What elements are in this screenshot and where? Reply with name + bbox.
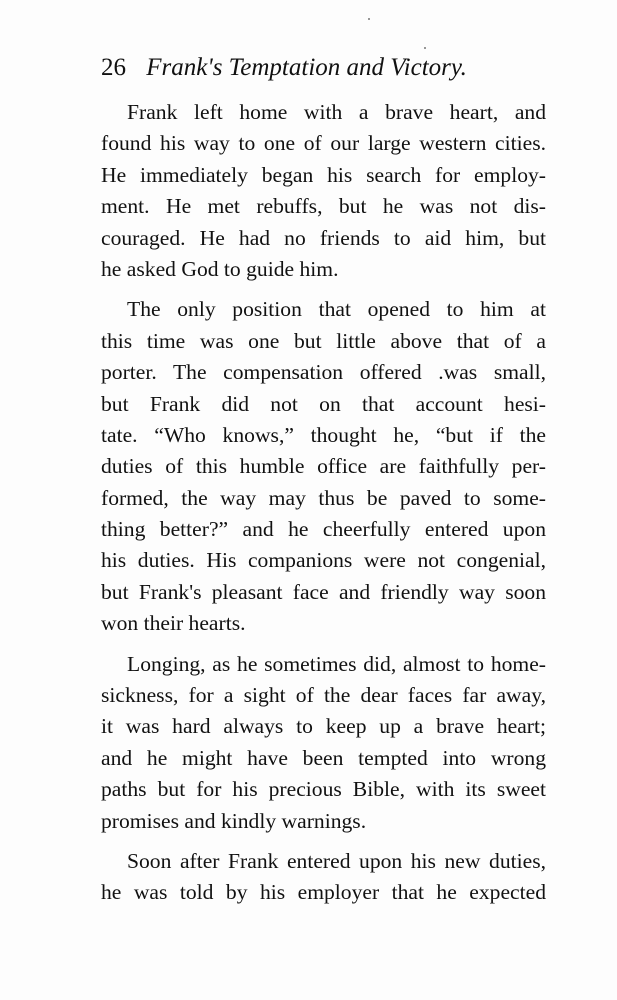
text-line: The only position that opened to him at bbox=[127, 297, 546, 322]
paragraph bbox=[101, 294, 546, 639]
text-line: duties of this humble office are faithfully per- bbox=[101, 454, 546, 479]
running-title: Frank's Temptation and Victory. bbox=[146, 54, 467, 81]
text-line: won their hearts. bbox=[101, 611, 246, 636]
text-line: He immediately began his search for employ- bbox=[101, 162, 546, 187]
text-line: but Frank did not on that account hesi- bbox=[101, 391, 546, 416]
text-line: he was told by his employer that he expected bbox=[101, 880, 546, 905]
text-line: formed, the way may thus be paved to some- bbox=[101, 485, 546, 510]
text-line: porter. The compensation offered .was small, bbox=[101, 360, 546, 385]
text-line: this time was one but little above that of a bbox=[101, 328, 546, 353]
page-header bbox=[101, 48, 546, 88]
text-line: he asked God to guide him. bbox=[101, 256, 339, 281]
text-line: promises and kindly warnings. bbox=[101, 808, 367, 833]
body-text bbox=[101, 97, 546, 909]
paragraph bbox=[101, 97, 546, 285]
text-line: Longing, as he sometimes did, almost to home- bbox=[127, 651, 546, 676]
paragraph bbox=[101, 846, 546, 909]
text-line: couraged. He had no friends to aid him, but bbox=[101, 225, 546, 250]
text-line: his duties. His companions were not congenial, bbox=[101, 548, 546, 573]
paragraph bbox=[101, 649, 546, 837]
text-line: Frank left home with a brave heart, and bbox=[127, 100, 546, 124]
text-line: paths but for his precious Bible, with its sweet bbox=[101, 777, 546, 802]
text-line: sickness, for a sight of the dear faces far away, bbox=[101, 683, 546, 708]
text-line: but Frank's pleasant face and friendly way soon bbox=[101, 579, 546, 604]
text-line: it was hard always to keep up a brave heart; bbox=[101, 714, 546, 739]
page-speck bbox=[368, 18, 370, 20]
text-line: tate. “Who knows,” thought he, “but if the bbox=[101, 422, 546, 447]
text-line: found his way to one of our large western cities. bbox=[101, 131, 546, 156]
text-line: and he might have been tempted into wrong bbox=[101, 745, 546, 770]
text-line: thing better?” and he cheerfully entered upon bbox=[101, 517, 546, 542]
text-line: ment. He met rebuffs, but he was not dis- bbox=[101, 194, 546, 219]
page-number: 26 bbox=[101, 54, 126, 81]
text-line: Soon after Frank entered upon his new duties, bbox=[127, 848, 546, 873]
